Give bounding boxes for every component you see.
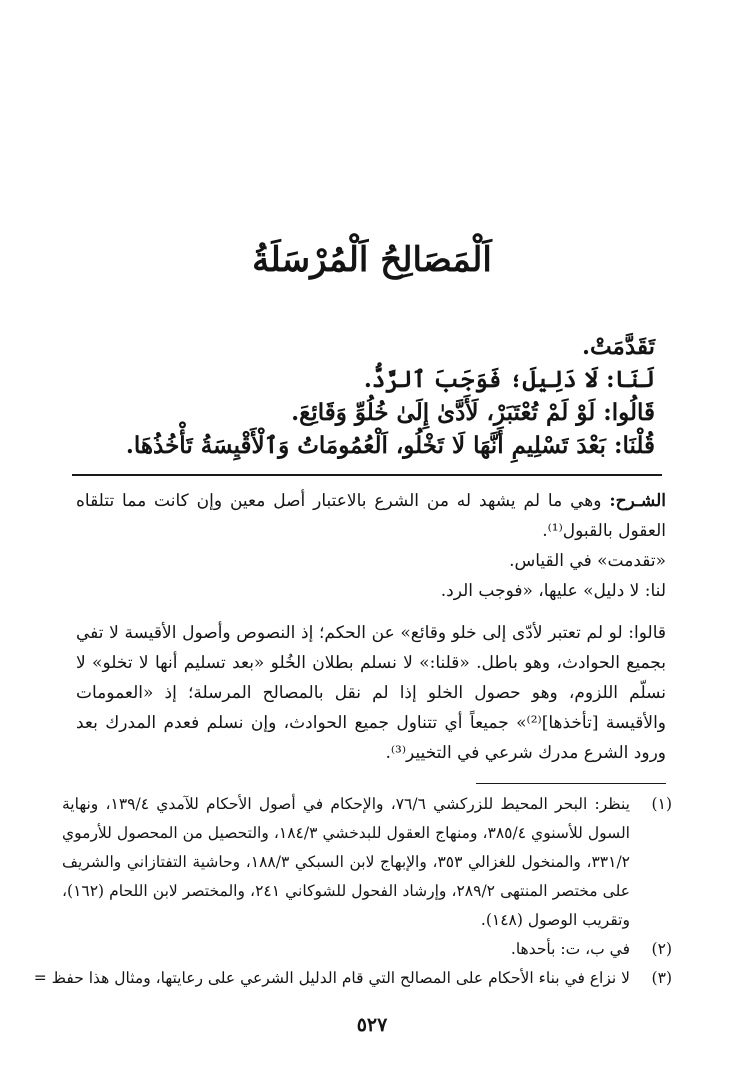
footnote-text: لا نزاع في بناء الأحكام على المصالح التي قام الدليل الشرعي على رعايتها، ومثال هذا حفظ = <box>33 969 630 987</box>
footnote-number: (٣) <box>651 969 672 987</box>
commentary-paragraph: لنا: لا دليل» عليها، «فوجب الرد. <box>440 581 666 601</box>
commentary-label: الشـرح: <box>609 491 666 511</box>
commentary <box>76 486 666 768</box>
footnotes <box>33 790 672 993</box>
footnote-divider <box>476 783 666 784</box>
commentary-text: وهي ما لم يشهد له من الشرع بالاعتبار أصل معين وإن كانت مما تتلقاه العقول بالقبول⁽¹⁾. <box>76 491 666 541</box>
footnote-number: (٢) <box>651 940 672 958</box>
footnote <box>33 964 672 993</box>
footnote <box>62 935 672 964</box>
matn-divider <box>72 474 662 476</box>
page-number: ٥٢٧ <box>356 1014 388 1036</box>
footnote-text: في ب، ت: بأحدها. <box>510 940 630 958</box>
commentary-paragraph <box>76 486 666 546</box>
matn-text <box>80 330 655 462</box>
commentary-paragraph: «تقدمت» في القياس. <box>509 551 666 571</box>
footnote-text: ينظر: البحر المحيط للزركشي ٧٦/٦، والإحكام في أصول الأحكام للآمدي ١٣٩/٤، ونهاية السول للأسنوي ٣٨٥/٤، ومنهاج العقول للبدخشي ١٨٤/٣، والتحصيل من المحصول للأرموي ٣٣١/٢، والمنخول للغزالي ٣٥٣، والإبهاج لابن السبكي ١٨٨/٣، وحاشية التفتازاني والشريف على مختصر المنتهى ٢٨٩/٢، وإرشاد الفحول للشوكاني ٢٤١، والمختصر لابن اللحام (١٦٢)، وتقريب الوصول (١٤٨). <box>62 795 630 929</box>
paragraph-gap <box>76 606 666 618</box>
matn-line: قُلْنَا: بَعْدَ تَسْلِيمِ أَنَّهَا لَا تَخْلُو، اَلْعُمُومَاتُ وَٱلْأَقْيِسَةُ تَأْخُذُهَا. <box>125 432 655 459</box>
matn-line: تَقَدَّمَتْ. <box>581 333 655 360</box>
chapter-title: اَلْمَصَالِحُ اَلْمُرْسَلَةُ <box>252 240 492 280</box>
footnote <box>62 790 672 935</box>
matn-line: لَنَا: لَا دَلِيلَ؛ فَوَجَبَ ٱلرَّدُّ. <box>363 366 655 393</box>
matn-line: قَالُوا: لَوْ لَمْ تُعْتَبَرْ، لَأَدَّىٰ إِلَىٰ خُلُوِّ وَقَائِعَ. <box>291 399 655 426</box>
commentary-paragraph: قالوا: لو لم تعتبر لأدّى إلى خلو وقائع» عن الحكم؛ إذ النصوص وأصول الأقيسة لا تفي بجميع الحوادث، وهو باطل. «قلنا:» لا نسلم بطلان الخُلو «بعد تسليم أنها لا تخلو» لا نسلّم اللزوم، وهو حصول الخلو إذا لم نقل بالمصالح المرسلة؛ إذ «العمومات والأقيسة [تأخذها]⁽²⁾» جميعاً أي تتناول جميع الحوادث، وإن نسلم فعدم المدرك بعد ورود الشرع مدرك شرعي في التخيير⁽³⁾. <box>76 623 667 763</box>
footnote-number: (١) <box>651 795 672 813</box>
